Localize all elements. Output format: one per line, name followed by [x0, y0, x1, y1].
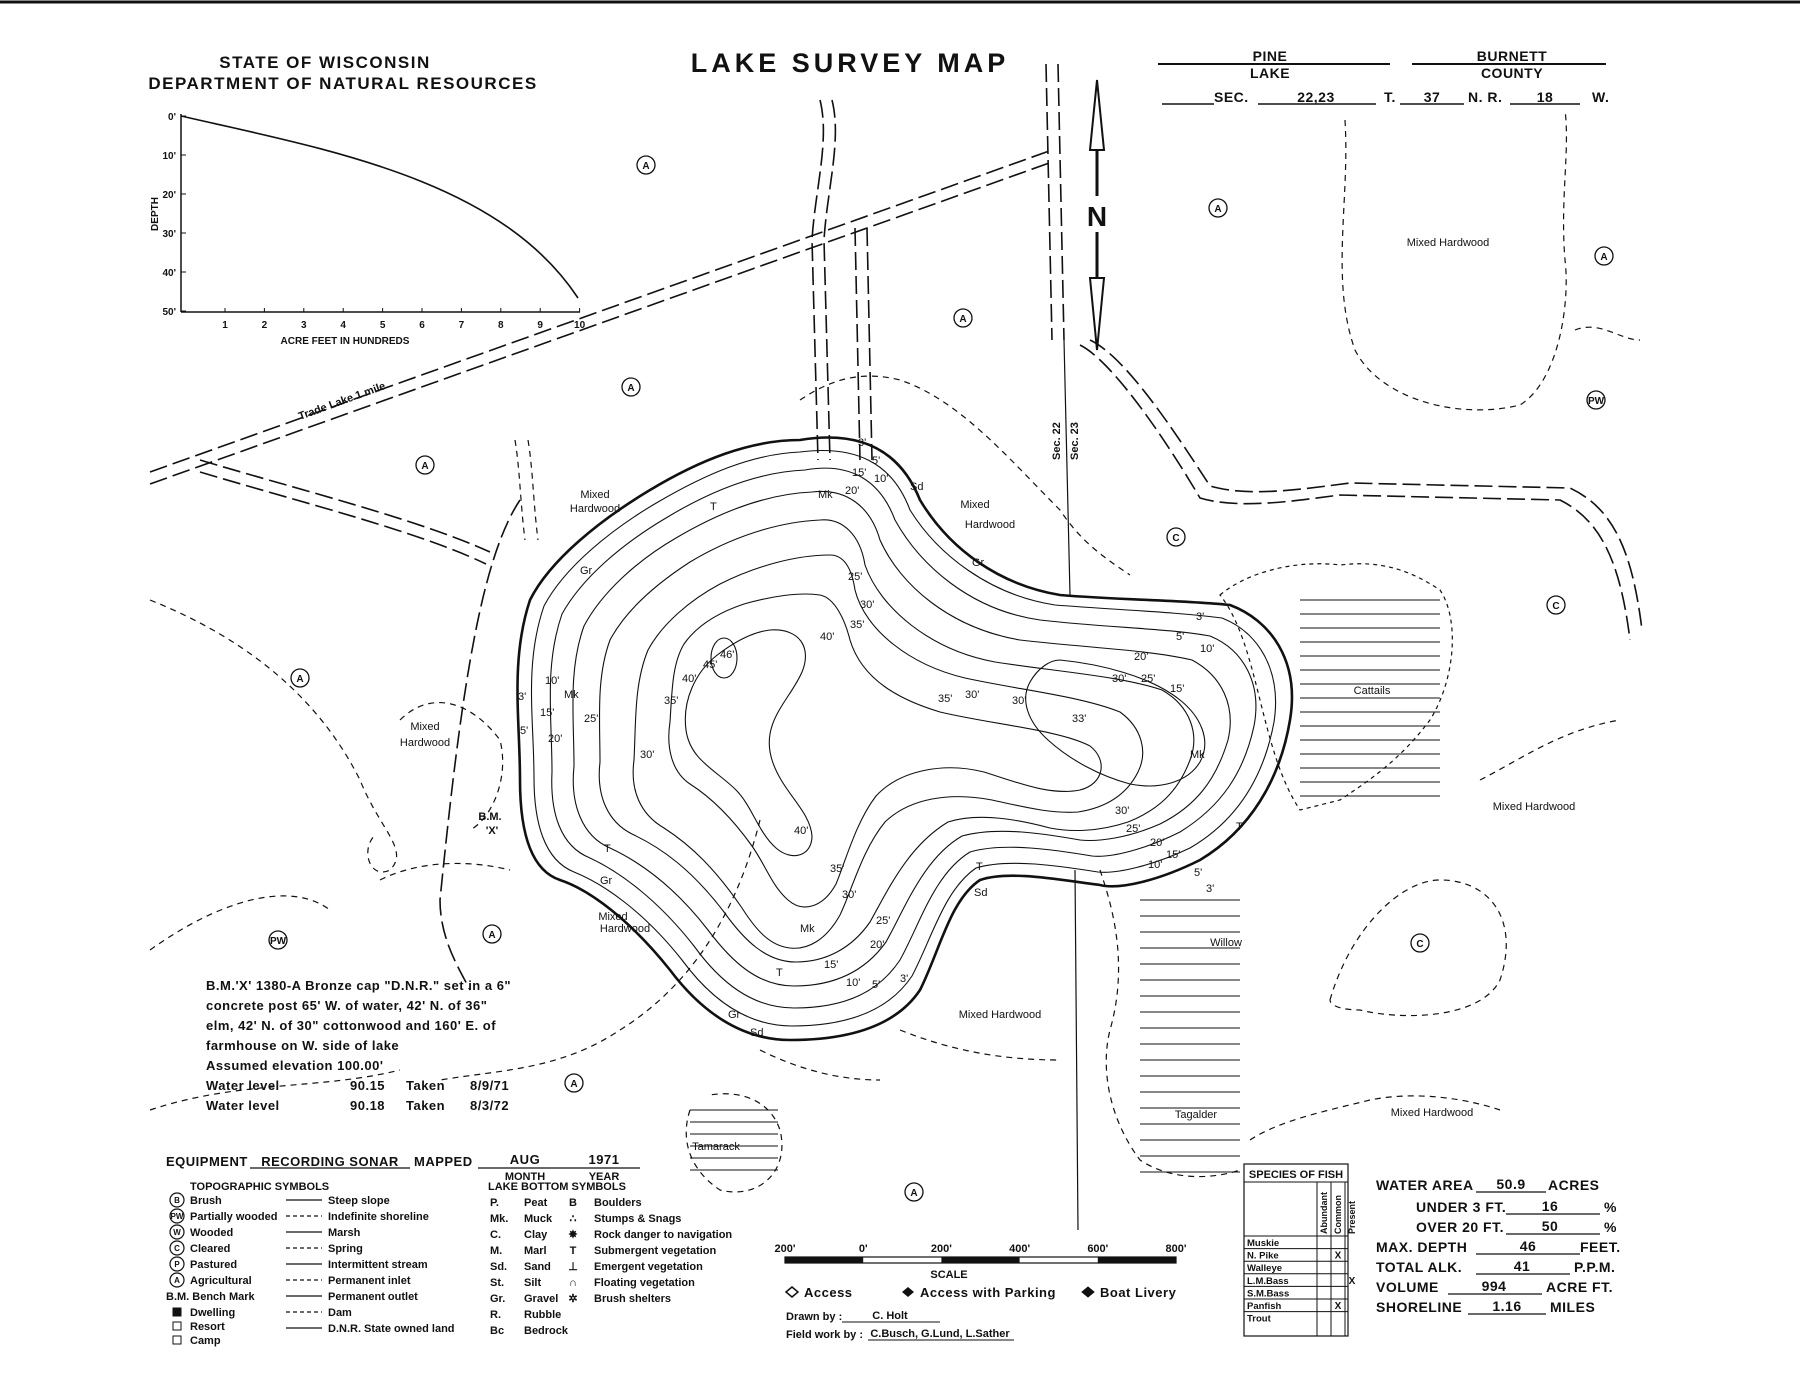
- bottom-code: Sd.: [490, 1261, 508, 1273]
- depth-30b: 30': [640, 749, 655, 761]
- under-3ft-label: UNDER 3 FT.: [1416, 1199, 1507, 1215]
- county-name: BURNETT: [1476, 48, 1548, 64]
- depth-20d: 20': [1150, 837, 1165, 849]
- depth-labels: [518, 437, 1214, 991]
- depth-20c: 20': [1134, 651, 1149, 663]
- depth-10d: 10': [1148, 859, 1163, 871]
- lake-bottom-symbols-legend: [488, 1181, 732, 1337]
- bottom-label: Rock danger to navigation: [594, 1229, 733, 1241]
- scale-segment: [1098, 1257, 1176, 1263]
- y-tick-label: 30': [162, 229, 176, 240]
- max-depth-label: MAX. DEPTH: [1376, 1239, 1468, 1255]
- tamarack-label: Tamarack: [692, 1141, 740, 1153]
- water-area-label: WATER AREA: [1376, 1177, 1474, 1193]
- line-symbol-label: Steep slope: [328, 1195, 390, 1207]
- month-label: MONTH: [504, 1171, 546, 1183]
- water-area-value: 50.9: [1496, 1176, 1526, 1192]
- scale-segment: [785, 1257, 863, 1263]
- shoreline-label: SHORELINE: [1376, 1299, 1463, 1315]
- depth-15d: 15': [1166, 849, 1181, 861]
- symbol-a: A: [1600, 252, 1608, 263]
- depth-curve: [181, 116, 578, 298]
- line-symbol-label: Intermittent stream: [328, 1259, 428, 1271]
- water-level-2-date: 8/3/72: [470, 1098, 510, 1113]
- bottom-label: Submergent vegetation: [594, 1245, 717, 1257]
- r-value: 18: [1536, 89, 1554, 105]
- dwelling-label: Dwelling: [190, 1307, 236, 1319]
- fish-name: Trout: [1247, 1313, 1271, 1325]
- depth-25a: 25': [848, 571, 863, 583]
- section-line: [1064, 340, 1070, 595]
- bottom-code: ✸: [568, 1229, 578, 1241]
- depth-40b: 40': [682, 673, 697, 685]
- depth-20e: 20': [870, 939, 885, 951]
- camp-icon: [173, 1336, 181, 1344]
- camp-label: Camp: [190, 1335, 221, 1347]
- dwelling-icon: [173, 1308, 181, 1316]
- mark-mk-1: Mk: [818, 489, 833, 501]
- topo-symbol-label: Wooded: [190, 1227, 234, 1239]
- depth-10e: 10': [846, 977, 861, 989]
- topographic-symbols-legend: [166, 1181, 455, 1347]
- depth-15a: 15': [852, 467, 867, 479]
- depth-5e: 5': [872, 979, 881, 991]
- x-tick-label: 5: [379, 320, 386, 331]
- mixed-hardwood-e: Mixed Hardwood: [1492, 801, 1576, 813]
- access-icon: [786, 1287, 798, 1297]
- water-level-2-value: 90.18: [350, 1098, 386, 1113]
- water-level-1-date: 8/9/71: [470, 1078, 510, 1093]
- willow-label: Willow: [1210, 937, 1242, 949]
- mixed-hardwood-2-a: Mixed: [960, 499, 990, 511]
- symbol-a: A: [488, 930, 496, 941]
- x-tick-label: 10: [574, 320, 586, 331]
- bottom-label: Emergent vegetation: [594, 1261, 703, 1273]
- mark-sd-1: Sd: [910, 481, 924, 493]
- volume-value: 994: [1481, 1278, 1507, 1294]
- x-tick-label: 2: [261, 320, 268, 331]
- fish-name: S.M.Bass: [1247, 1288, 1290, 1300]
- equipment-label: EQUIPMENT: [166, 1154, 248, 1169]
- water-level-1-taken: Taken: [406, 1078, 446, 1093]
- topo-symbol-label: Pastured: [190, 1259, 238, 1271]
- fish-mark: X: [1334, 1250, 1342, 1262]
- mapped-year: 1971: [588, 1152, 620, 1167]
- t-label: T.: [1384, 89, 1396, 105]
- mixed-hardwood-1-a: Mixed: [580, 489, 610, 501]
- depth-3b: 3': [518, 691, 527, 703]
- access-label: Access: [804, 1285, 853, 1300]
- field-work-label: Field work by :: [786, 1329, 864, 1341]
- bottom-title: LAKE BOTTOM SYMBOLS: [488, 1181, 626, 1193]
- topo-symbol-code: PW: [170, 1212, 184, 1221]
- bottom-label: Rubble: [524, 1309, 562, 1321]
- tagalder-label: Tagalder: [1174, 1109, 1218, 1121]
- bottom-code: ∩: [569, 1277, 577, 1289]
- t-value: 37: [1423, 89, 1441, 105]
- topo-symbol-label: Brush: [190, 1195, 222, 1207]
- mark-mk-2: Mk: [564, 689, 579, 701]
- line-symbol-label: Marsh: [328, 1227, 361, 1239]
- boat-livery-label: Boat Livery: [1100, 1285, 1177, 1300]
- mark-sd-3: Sd: [750, 1027, 764, 1039]
- over-20ft-pct: %: [1604, 1219, 1617, 1235]
- under-3ft-value: 16: [1541, 1198, 1559, 1214]
- topo-symbol-code: W: [173, 1228, 181, 1237]
- scale-tick-label: 400': [1009, 1243, 1031, 1255]
- symbol-a: A: [910, 1188, 918, 1199]
- symbol-c: C: [1552, 601, 1560, 612]
- line-symbol-label: Permanent inlet: [328, 1275, 411, 1287]
- symbol-a: A: [627, 383, 635, 394]
- equipment-value: RECORDING SONAR: [261, 1154, 399, 1169]
- scale-tick-label: 800': [1165, 1243, 1187, 1255]
- depth-15b: 15': [540, 707, 555, 719]
- bottom-code: ⊥: [568, 1261, 578, 1273]
- topo-symbol-label: Partially wooded: [190, 1211, 278, 1223]
- bench-mark-legend: B.M. Bench Mark: [166, 1291, 255, 1303]
- depth-25e: 25': [876, 915, 891, 927]
- mark-t-5: T: [776, 967, 783, 979]
- y-tick-label: 50': [162, 307, 176, 318]
- y-tick-label: 20': [162, 190, 176, 201]
- fish-name: L.M.Bass: [1247, 1275, 1289, 1287]
- topo-symbol-code: C: [174, 1244, 180, 1253]
- bm-note-line-1: B.M.'X' 1380-A Bronze cap "D.N.R." set in a 6": [206, 978, 512, 993]
- depth-3c: 3': [1196, 611, 1205, 623]
- bottom-code: ∴: [569, 1213, 577, 1225]
- topo-symbol-code: B: [174, 1196, 180, 1205]
- line-symbol-label: Indefinite shoreline: [328, 1211, 429, 1223]
- bottom-code: T: [569, 1245, 577, 1257]
- scale-label: SCALE: [930, 1269, 968, 1281]
- fish-name: N. Pike: [1247, 1250, 1279, 1262]
- depth-20b: 20': [548, 733, 563, 745]
- depth-15c: 15': [1170, 683, 1185, 695]
- x-tick-label: 1: [222, 320, 228, 331]
- total-alk-value: 41: [1513, 1258, 1531, 1274]
- nr-label: N. R.: [1468, 89, 1503, 105]
- depth-10b: 10': [545, 675, 560, 687]
- sec-value: 22,23: [1297, 89, 1335, 105]
- bm-note-line-3: elm, 42' N. of 30" cottonwood and 160' E. of: [206, 1018, 497, 1033]
- depth-10a: 10': [874, 473, 889, 485]
- over-20ft-label: OVER 20 FT.: [1416, 1219, 1504, 1235]
- max-depth-value: 46: [1519, 1238, 1537, 1254]
- mark-t-1: T: [710, 501, 717, 513]
- scale-tick-label: 200': [930, 1243, 952, 1255]
- sec-22-label: Sec. 22: [1051, 422, 1063, 460]
- water-level-1-label: Water level: [206, 1078, 280, 1093]
- bottom-label: Brush shelters: [594, 1293, 672, 1305]
- bottom-code: ✲: [568, 1293, 578, 1305]
- resort-icon: [173, 1322, 181, 1330]
- fish-column-header: Common: [1333, 1195, 1343, 1234]
- y-tick-label: 10': [162, 151, 176, 162]
- x-tick-label: 4: [340, 320, 346, 331]
- drawn-label: Drawn by :: [786, 1311, 843, 1323]
- north-arrow: [1087, 80, 1107, 350]
- mixed-hardwood-3-a: Mixed: [410, 721, 440, 733]
- depth-3e: 3': [900, 973, 909, 985]
- scale-tick-label: 600': [1087, 1243, 1109, 1255]
- depth-25c: 25': [1141, 673, 1156, 685]
- depth-30c: 30': [965, 689, 980, 701]
- access-parking-label: Access with Parking: [920, 1285, 1056, 1300]
- agency-line-2: DEPARTMENT OF NATURAL RESOURCES: [148, 74, 538, 93]
- bottom-code: B: [569, 1197, 577, 1209]
- fish-column-header: Abundant: [1319, 1192, 1329, 1234]
- symbol-a: A: [570, 1079, 578, 1090]
- acre-axis-title: ACRE FEET IN HUNDREDS: [280, 336, 410, 347]
- mixed-hardwood-2-b: Hardwood: [964, 519, 1016, 531]
- water-level-1-value: 90.15: [350, 1078, 386, 1093]
- species-of-fish-table: [1244, 1164, 1357, 1336]
- scale-tick-label: 0': [858, 1243, 868, 1255]
- shoreline-value: 1.16: [1492, 1298, 1522, 1314]
- depth-35a: 35': [850, 619, 865, 631]
- mark-gr-2: Gr: [972, 557, 985, 569]
- bottom-label: Boulders: [594, 1197, 642, 1209]
- depth-axis-title: DEPTH: [150, 197, 161, 231]
- mixed-hardwood-s: Mixed Hardwood: [958, 1009, 1042, 1021]
- mark-t-3: T: [976, 861, 983, 873]
- bottom-label: Gravel: [524, 1293, 559, 1305]
- shoreline-unit: MILES: [1550, 1299, 1596, 1315]
- y-tick-label: 0': [168, 112, 176, 123]
- water-area-unit: ACRES: [1548, 1177, 1600, 1193]
- bm-note-line-2: concrete post 65' W. of water, 42' N. of 36": [206, 998, 488, 1013]
- topo-title: TOPOGRAPHIC SYMBOLS: [190, 1181, 330, 1193]
- symbol-pw: PW: [1587, 396, 1605, 407]
- equipment-line: [166, 1152, 640, 1183]
- north-label: N: [1086, 201, 1108, 232]
- bottom-code: R.: [490, 1309, 501, 1321]
- topo-symbol-code: A: [174, 1276, 180, 1285]
- total-alk-label: TOTAL ALK.: [1376, 1259, 1463, 1275]
- county-label: COUNTY: [1480, 65, 1544, 81]
- roads: [150, 64, 1642, 990]
- field-work-value: C.Busch, G.Lund, L.Sather: [870, 1328, 1010, 1340]
- mixed-hardwood-ne: Mixed Hardwood: [1406, 237, 1490, 249]
- depth-35d: 35': [830, 863, 845, 875]
- bm-note-line-5: Assumed elevation 100.00': [206, 1058, 384, 1073]
- mark-sd-2: Sd: [974, 887, 988, 899]
- fish-title: SPECIES OF FISH: [1248, 1169, 1344, 1181]
- scale-tick-label: 200': [774, 1243, 796, 1255]
- scale-bar: [775, 1243, 1187, 1281]
- x-tick-label: 9: [537, 320, 543, 331]
- line-symbol-label: Dam: [328, 1307, 352, 1319]
- agency-line-1: STATE OF WISCONSIN: [219, 53, 431, 72]
- mixed-hardwood-3-b: Hardwood: [399, 737, 451, 749]
- bottom-code: St.: [490, 1277, 505, 1289]
- depth-35c: 35': [938, 693, 953, 705]
- x-tick-label: 8: [498, 320, 504, 331]
- resort-label: Resort: [190, 1321, 225, 1333]
- x-tick-label: 6: [419, 320, 425, 331]
- bm-note-line-4: farmhouse on W. side of lake: [206, 1038, 400, 1053]
- under-3ft-pct: %: [1604, 1199, 1617, 1215]
- depth-5c: 5': [1176, 631, 1185, 643]
- max-depth-unit: FEET.: [1580, 1239, 1621, 1255]
- bottom-label: Stumps & Snags: [594, 1213, 682, 1225]
- scale-segment: [941, 1257, 1019, 1263]
- depth-20a: 20': [845, 485, 860, 497]
- depth-30g: 30': [842, 889, 857, 901]
- mark-mk-3: Mk: [1190, 749, 1205, 761]
- topo-symbol-label: Agricultural: [190, 1275, 252, 1287]
- depth-40c: 40': [794, 825, 809, 837]
- depth-5a: 5': [872, 455, 881, 467]
- bottom-label: Clay: [524, 1229, 548, 1241]
- depth-46: 46': [720, 649, 735, 661]
- bottom-label: Bedrock: [524, 1325, 569, 1337]
- lake-statistics: [1376, 1176, 1621, 1315]
- bottom-label: Marl: [524, 1245, 547, 1257]
- map-title: LAKE SURVEY MAP: [690, 48, 1010, 78]
- depth-volume-graph: [150, 112, 586, 347]
- mark-gr-4: Gr: [728, 1009, 741, 1021]
- depth-5b: 5': [520, 725, 529, 737]
- depth-33: 33': [1072, 713, 1087, 725]
- mixed-hardwood-se: Mixed Hardwood: [1390, 1107, 1474, 1119]
- water-level-2-label: Water level: [206, 1098, 280, 1113]
- mixed-hardwood-4-a: Mixed: [598, 911, 628, 923]
- depth-40a: 40': [820, 631, 835, 643]
- depth-30f: 30': [1115, 805, 1130, 817]
- fish-name: Muskie: [1247, 1238, 1280, 1249]
- depth-3a: 3': [858, 437, 867, 449]
- depth-10c: 10': [1200, 643, 1215, 655]
- bottom-code: P.: [490, 1197, 499, 1209]
- access-parking-icon: [902, 1287, 914, 1297]
- depth-30e: 30': [1112, 673, 1127, 685]
- mark-gr-1: Gr: [580, 565, 593, 577]
- depth-25b: 25': [584, 713, 599, 725]
- symbol-a: A: [296, 674, 304, 685]
- depth-15e: 15': [824, 959, 839, 971]
- symbol-a: A: [642, 161, 650, 172]
- mapped-month: AUG: [509, 1152, 541, 1167]
- volume-label: VOLUME: [1376, 1279, 1439, 1295]
- cattails-label: Cattails: [1353, 685, 1391, 697]
- depth-5d: 5': [1194, 867, 1203, 879]
- x-tick-label: 3: [301, 320, 307, 331]
- mark-mk-4: Mk: [800, 923, 815, 935]
- bottom-code: Gr.: [490, 1293, 506, 1305]
- bottom-label: Peat: [524, 1197, 548, 1209]
- benchmark-note: [206, 978, 511, 1113]
- bottom-code: M.: [490, 1245, 503, 1257]
- line-symbol-label: D.N.R. State owned land: [328, 1323, 455, 1335]
- fish-mark: X: [1334, 1301, 1342, 1312]
- location-block: [1158, 48, 1609, 105]
- mixed-hardwood-1-b: Hardwood: [569, 503, 621, 515]
- mark-t-2: T: [604, 843, 611, 855]
- bm-x-label: 'X': [485, 825, 499, 837]
- symbol-a: A: [1214, 204, 1222, 215]
- sec-label: SEC.: [1214, 89, 1249, 105]
- depth-30d: 30': [1012, 695, 1027, 707]
- lake-label: LAKE: [1249, 65, 1291, 81]
- mixed-hardwood-4-b: Hardwood: [599, 923, 651, 935]
- volume-unit: ACRE FT.: [1546, 1279, 1613, 1295]
- mark-t-4: T: [1236, 821, 1243, 833]
- depth-30a: 30': [860, 599, 875, 611]
- depth-3d: 3': [1206, 883, 1215, 895]
- year-label: YEAR: [588, 1171, 620, 1183]
- depth-25d: 25': [1126, 823, 1141, 835]
- total-alk-unit: P.P.M.: [1574, 1259, 1616, 1275]
- x-tick-label: 7: [458, 320, 465, 331]
- over-20ft-value: 50: [1541, 1218, 1559, 1234]
- symbol-a: A: [421, 461, 429, 472]
- symbol-a: A: [959, 314, 967, 325]
- line-symbol-label: Permanent outlet: [328, 1291, 418, 1303]
- fish-name: Walleye: [1247, 1263, 1283, 1275]
- topo-symbol-label: Cleared: [190, 1243, 231, 1255]
- bottom-label: Floating vegetation: [594, 1277, 695, 1289]
- line-symbol-label: Spring: [328, 1243, 363, 1255]
- sec-23-label: Sec. 23: [1069, 422, 1081, 460]
- bottom-code: Mk.: [490, 1213, 509, 1225]
- drawn-value: C. Holt: [872, 1310, 908, 1322]
- water-level-2-taken: Taken: [406, 1098, 446, 1113]
- depth-35b: 35': [664, 695, 679, 707]
- bm-label: B.M.: [478, 811, 502, 823]
- y-tick-label: 40': [162, 268, 176, 279]
- bottom-label: Silt: [524, 1277, 542, 1289]
- topo-symbol-code: P: [174, 1260, 180, 1269]
- bottom-marks: [564, 481, 1243, 1039]
- bottom-code: Bc: [490, 1325, 505, 1337]
- bottom-code: C.: [490, 1229, 501, 1241]
- fish-column-header: Present: [1347, 1200, 1357, 1234]
- y-ticks: [162, 112, 186, 318]
- access-legend: [786, 1285, 1177, 1341]
- lake-name: PINE: [1252, 48, 1288, 64]
- section-line-south: [1075, 870, 1078, 1230]
- fish-mark: X: [1348, 1275, 1356, 1287]
- bottom-label: Muck: [524, 1213, 553, 1225]
- boat-livery-icon: [1082, 1287, 1094, 1297]
- mark-gr-3: Gr: [600, 875, 613, 887]
- w-label: W.: [1592, 89, 1610, 105]
- symbol-c: C: [1172, 533, 1180, 544]
- symbol-c: C: [1416, 939, 1424, 950]
- symbol-pw: PW: [269, 936, 287, 947]
- mapped-label: MAPPED: [414, 1154, 473, 1169]
- bottom-label: Sand: [524, 1261, 551, 1273]
- trade-lake-label: Trade Lake 1 mile: [296, 380, 388, 423]
- fish-name: Panfish: [1247, 1301, 1282, 1312]
- depth-45: 45': [703, 659, 718, 671]
